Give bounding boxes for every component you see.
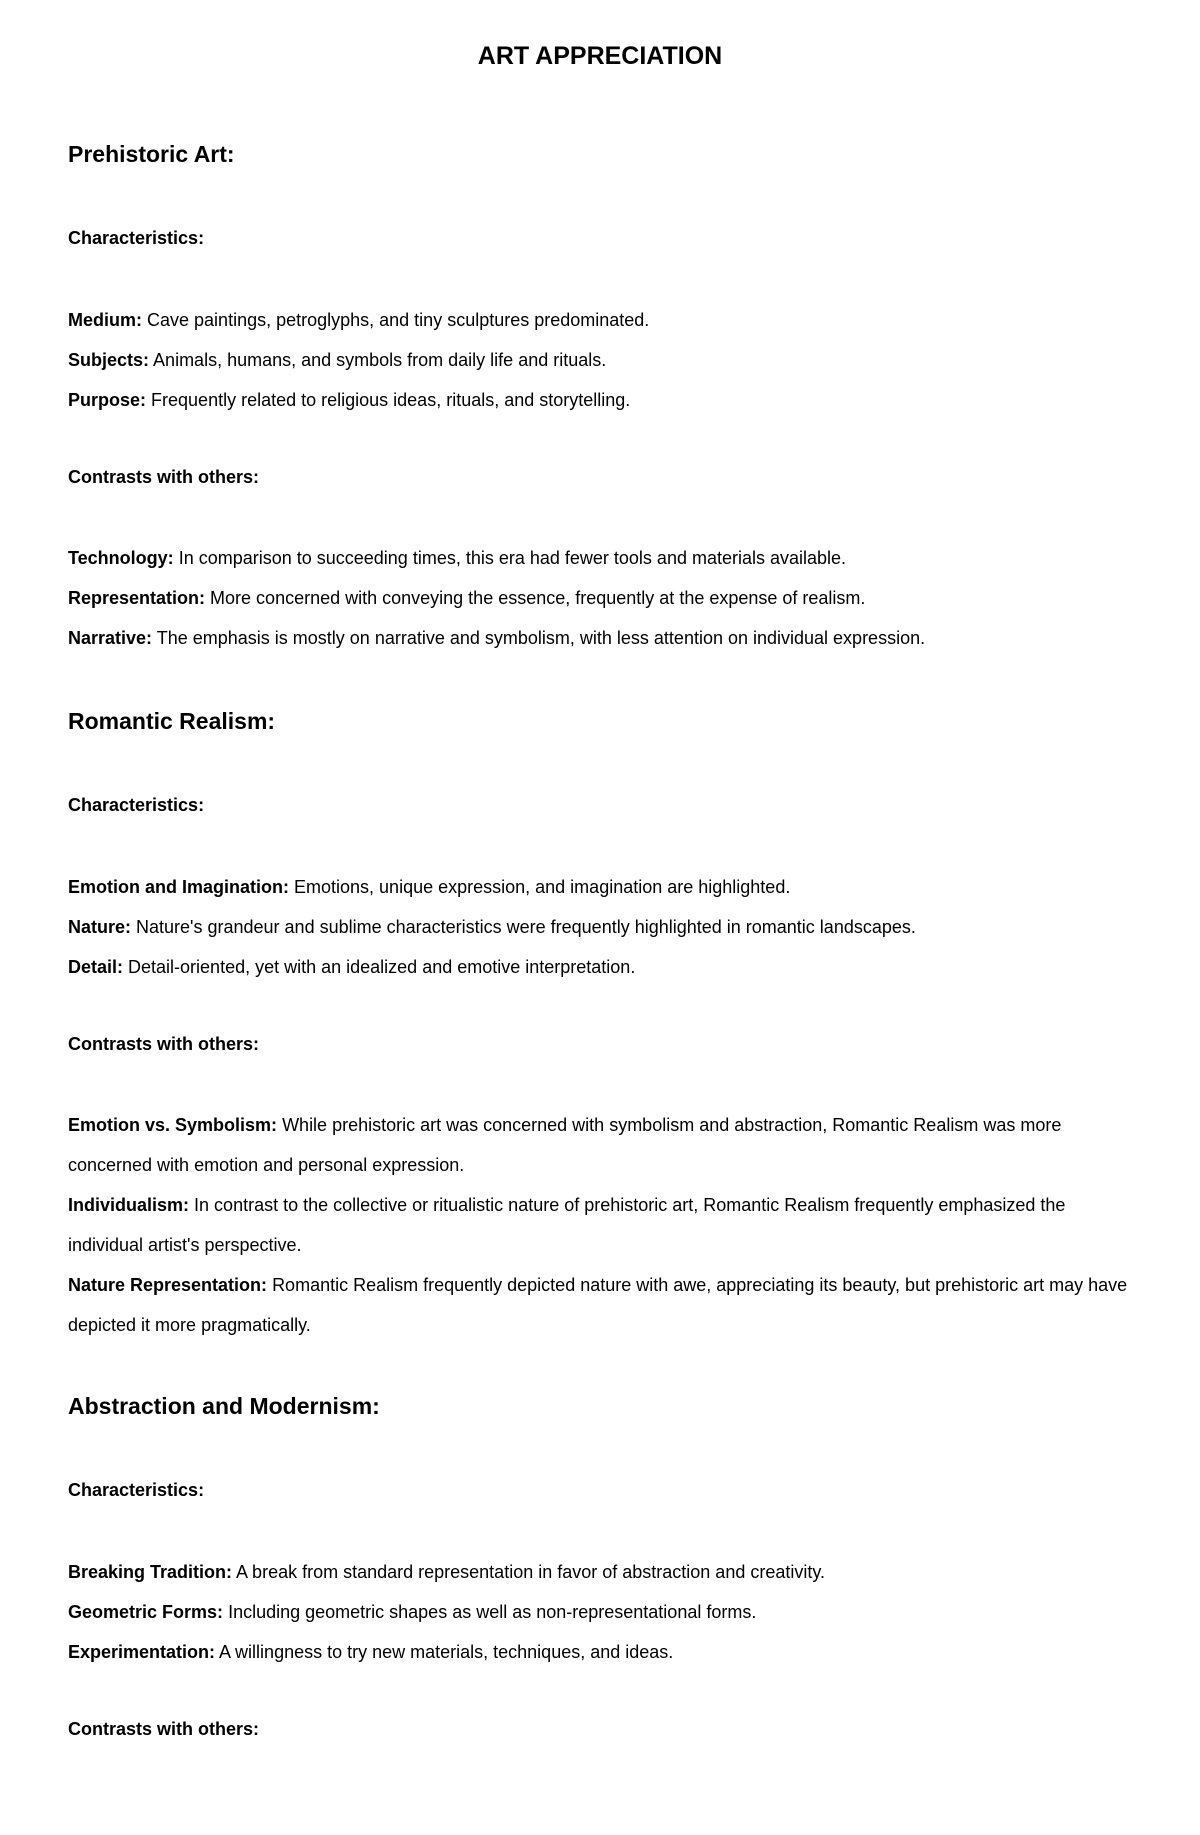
list-item bbox=[68, 618, 1132, 658]
item-desc: Romantic Realism frequently depicted nature with awe, appreciating its beauty, but prehistoric art may have depicted it more pragmatically. bbox=[68, 1275, 1128, 1335]
list-item bbox=[68, 947, 1132, 987]
section-prehistoric-art bbox=[68, 140, 1132, 648]
item-term: Breaking Tradition: bbox=[68, 1562, 233, 1582]
list-item bbox=[68, 538, 1132, 578]
list-item bbox=[68, 1185, 1132, 1265]
section-abstraction-modernism bbox=[68, 1392, 1132, 1739]
list-item bbox=[68, 340, 1132, 380]
characteristics-label: Characteristics: bbox=[68, 228, 205, 248]
item-desc: Including geometric shapes as well as non-representational forms. bbox=[228, 1602, 757, 1622]
characteristics-label: Characteristics: bbox=[68, 795, 205, 815]
item-desc: In comparison to succeeding times, this era had fewer tools and materials available. bbox=[178, 548, 847, 568]
contrasts-label: Contrasts with others: bbox=[68, 467, 260, 487]
item-term: Emotion and Imagination: bbox=[68, 877, 289, 897]
section-heading: Romantic Realism: bbox=[68, 708, 276, 734]
item-term: Nature Representation: bbox=[68, 1275, 268, 1295]
item-desc: Detail-oriented, yet with an idealized and emotive interpretation. bbox=[128, 957, 636, 977]
item-term: Geometric Forms: bbox=[68, 1602, 224, 1622]
list-item bbox=[68, 867, 1132, 907]
item-desc: Nature's grandeur and sublime characteristics were frequently highlighted in romantic landscapes. bbox=[136, 917, 916, 937]
item-term: Technology: bbox=[68, 548, 174, 568]
item-desc: Emotions, unique expression, and imagination are highlighted. bbox=[294, 877, 791, 897]
item-desc: Cave paintings, petroglyphs, and tiny sculptures predominated. bbox=[147, 310, 650, 330]
section-heading: Prehistoric Art: bbox=[68, 141, 235, 167]
item-desc: Frequently related to religious ideas, rituals, and storytelling. bbox=[151, 390, 631, 410]
item-term: Representation: bbox=[68, 588, 206, 608]
item-term: Emotion vs. Symbolism: bbox=[68, 1115, 278, 1135]
item-desc: A willingness to try new materials, techniques, and ideas. bbox=[219, 1642, 674, 1662]
item-desc: The emphasis is mostly on narrative and symbolism, with less attention on individual expression. bbox=[156, 628, 926, 648]
item-desc: While prehistoric art was concerned with symbolism and abstraction, Romantic Realism was more concerned with emotion and personal expression. bbox=[68, 1115, 1062, 1175]
list-item bbox=[68, 578, 1132, 618]
item-term: Medium: bbox=[68, 310, 142, 330]
section-romantic-realism bbox=[68, 707, 1132, 1335]
item-term: Subjects: bbox=[68, 350, 150, 370]
item-term: Narrative: bbox=[68, 628, 153, 648]
list-item bbox=[68, 1265, 1132, 1345]
list-item bbox=[68, 1632, 1132, 1672]
item-term: Individualism: bbox=[68, 1195, 190, 1215]
list-item bbox=[68, 1592, 1132, 1632]
item-term: Experimentation: bbox=[68, 1642, 216, 1662]
item-desc: A break from standard representation in favor of abstraction and creativity. bbox=[236, 1562, 826, 1582]
item-term: Purpose: bbox=[68, 390, 147, 410]
document-title: ART APPRECIATION bbox=[477, 42, 723, 70]
item-desc: In contrast to the collective or ritualistic nature of prehistoric art, Romantic Realism frequently emphasized the individual artist's perspective. bbox=[68, 1195, 1066, 1255]
list-item bbox=[68, 1105, 1132, 1185]
list-item bbox=[68, 300, 1132, 340]
item-term: Detail: bbox=[68, 957, 124, 977]
section-heading: Abstraction and Modernism: bbox=[68, 1393, 380, 1419]
contrasts-label: Contrasts with others: bbox=[68, 1034, 260, 1054]
item-desc: More concerned with conveying the essence, frequently at the expense of realism. bbox=[210, 588, 866, 608]
list-item bbox=[68, 907, 1132, 947]
contrasts-label: Contrasts with others: bbox=[68, 1719, 260, 1739]
characteristics-label: Characteristics: bbox=[68, 1480, 205, 1500]
list-item bbox=[68, 380, 1132, 420]
item-desc: Animals, humans, and symbols from daily life and rituals. bbox=[153, 350, 607, 370]
item-term: Nature: bbox=[68, 917, 132, 937]
list-item bbox=[68, 1552, 1132, 1592]
